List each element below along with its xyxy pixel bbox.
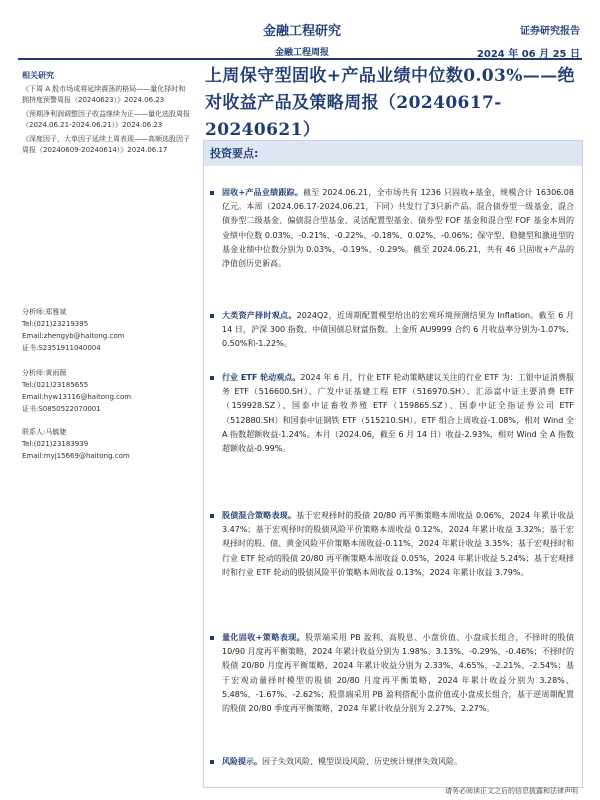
contact-card (22, 426, 190, 462)
report-header (236, 20, 368, 58)
item-body: 基于宏观择时的股债 20/80 再平衡策略本周收益 0.06%，2024 年累计收益 3.47%；基于宏观择时的股债风险平价策略本周收益 0.12%，2024 年累计收益 3.32%；基于宏观择时的股、债、黄金风险平价策略本周收益-0.11%，2024 年累计收益 3.35%；基于宏观择时和行业 ETF 轮动的股债 20/80 再平衡策略本周收益 0.05%，2024 年累计收益 5.24%；基于宏观择时和行业 ETF 轮动的股债风险平价策略本周收益 0.13%，2024 年累计收益 3.79%。 (222, 511, 575, 577)
summary-item-fixed-income-plus (210, 186, 574, 271)
square-bullet-icon (210, 191, 214, 195)
document-title: 上周保守型固收+产品业绩中位数0.03%——绝对收益产品及策略周报（20240617-20240621） (205, 66, 576, 140)
item-heading: 大类资产择时观点。 (222, 311, 297, 320)
item-body: 截至 2024.06.21，全市场共有 1236 只固收+基金，规模合计 16306.08 亿元。本周（2024.06.17-2024.06.21，下同）共发行了3只新产品。混合债券型一级基金、混合债券型二级基金、偏债混合型基金、灵活配置型基金、债券型 FOF 基金和混合型 FOF 基金本周的业绩中位数 0.03%、-0.21%、-0.22%、-0.18%、0.02%、-0.06%；保守型、稳健型和激进型的基金业绩中位数分别为 0.03%、-0.19%、-0.29%。截至 2024.06.21，共有 46 只固收+产品的净值创历史新高。 (222, 188, 574, 269)
summary-item-asset-timing (210, 309, 574, 352)
item-body: 2024 年 6 月，行业 ETF 轮动策略建议关注的行业 ETF 为：工银中证消费服务 ETF（516600.SH）、广发中证基建工程 ETF（516970.SH）、汇添富中证主要消费 ETF（159928.SZ）、国泰中证畜牧养殖 ETF（159865.SZ）、国泰中证全指证券公司 ETF（512880.SH）和国泰中证钢铁 ETF（515210.SH）。ETF 组合上周收益-1.08%，相对 Wind 全 A 指数超额收益-1.24%。本月（2024.06，截至 6 月 14 日）收益-2.93%，相对 Wind 全 A 指数超额收益-0.99%。 (222, 373, 574, 454)
item-heading: 股债混合策略表现。 (222, 511, 297, 520)
item-body: 因子失效风险、模型误设风险、历史统计规律失效风险。 (262, 757, 462, 766)
square-bullet-icon (210, 314, 214, 318)
summary-heading: 投资要点: (204, 141, 582, 166)
summary-item-stock-bond-mix (210, 509, 574, 580)
contact-email[interactable]: Email:myj15669@haitong.com (22, 452, 130, 460)
item-body: 股票端采用 PB 盈利、高股息、小盘价值、小盘成长组合，不择时的股债 10/90 月度再平衡策略，2024 年累计收益分别为 1.98%、3.13%、-0.29%、-0.46%；不择时的股债 20/80 月度再平衡策略，2024 年累计收益分别为 2.33%、4.65%、-2.21%、-2.54%；基于宏观动量择时模型的股债 20/80 月度再平衡策略，2024 年累计收益分别为 3.28%、5.48%、-1.67%、-2.62%；股票端采用 PB 盈利搭配小盘价值或小盘成长组合，基于逆周期配置的股债 20/80 季度再平衡策略，2024 年累计收益分别为 2.27%、2.27%。 (222, 633, 575, 714)
report-series: 金融工程周报 (274, 48, 329, 58)
report-date: 2024 年 06 月 25 日 (476, 49, 580, 60)
analyst-name: 分析师:郑雅斌 (22, 308, 67, 316)
summary-item-risk-warning (210, 755, 574, 769)
item-heading: 量化固收+策略表现。 (222, 633, 306, 642)
contact-name: 联系人:马毓婕 (22, 428, 67, 436)
item-heading: 行业 ETF 轮动观点。 (222, 373, 301, 382)
related-report-link[interactable]: 《下周 A 股市场或将延续震荡的格局——量化择时和拥挤度预警周报（20240623）》2024.06.23 (22, 85, 186, 104)
contact-tel: Tel:(021)23183939 (22, 440, 89, 448)
square-bullet-icon (210, 760, 214, 764)
item-heading: 风险提示。 (222, 757, 262, 766)
summary-item-quant-strategy (210, 631, 574, 716)
analyst-email[interactable]: Email:zhengyb@haitong.com (22, 332, 125, 340)
item-heading: 固收+产品业绩跟踪。 (222, 188, 304, 197)
investment-summary (203, 140, 583, 788)
related-report-link[interactable]: 《预期净利润调整因子收益继续为正——量化选股周报（2024.06.21-2024.06.21）》2024.06.23 (22, 110, 190, 129)
analyst-cert: 证书:S2351911040004 (22, 344, 101, 352)
summary-item-etf-rotation (210, 371, 574, 456)
item-body: 2024Q2，近周期配置模型给出的宏观环境预测结果为 Inflation。截至 6 月 14 日，沪深 300 指数、中债国债总财富指数、上金所 AU9999 合约 6 月收益率分别为-1.07%、0.50%和-1.22%。 (222, 311, 574, 349)
analyst-email[interactable]: Email:hyw13116@haitong.com (22, 393, 132, 401)
analyst-name: 分析师:黄雨薇 (22, 369, 67, 377)
report-type: 证券研究报告 (520, 26, 580, 37)
analyst-card (22, 306, 190, 354)
analyst-card (22, 367, 190, 415)
square-bullet-icon (210, 514, 214, 518)
analyst-tel: Tel:(021)23185655 (22, 381, 89, 389)
disclaimer-note: 请务必阅读正文之后的信息披露和法律声明 (445, 787, 578, 795)
analyst-tel: Tel:(021)23219395 (22, 320, 89, 328)
report-category: 金融工程研究 (262, 24, 341, 39)
related-research-title: 相关研究 (22, 71, 54, 80)
square-bullet-icon (210, 636, 214, 640)
report-meta (477, 22, 580, 60)
header-divider (18, 58, 582, 60)
related-research (22, 70, 190, 159)
analyst-cert: 证书:S0850522070001 (22, 405, 101, 413)
related-report-link[interactable]: 《深度因子，大单因子延续上周表现——高频选股因子周报（20240609-20240614）》2024.06.17 (22, 135, 190, 154)
square-bullet-icon (210, 376, 214, 380)
